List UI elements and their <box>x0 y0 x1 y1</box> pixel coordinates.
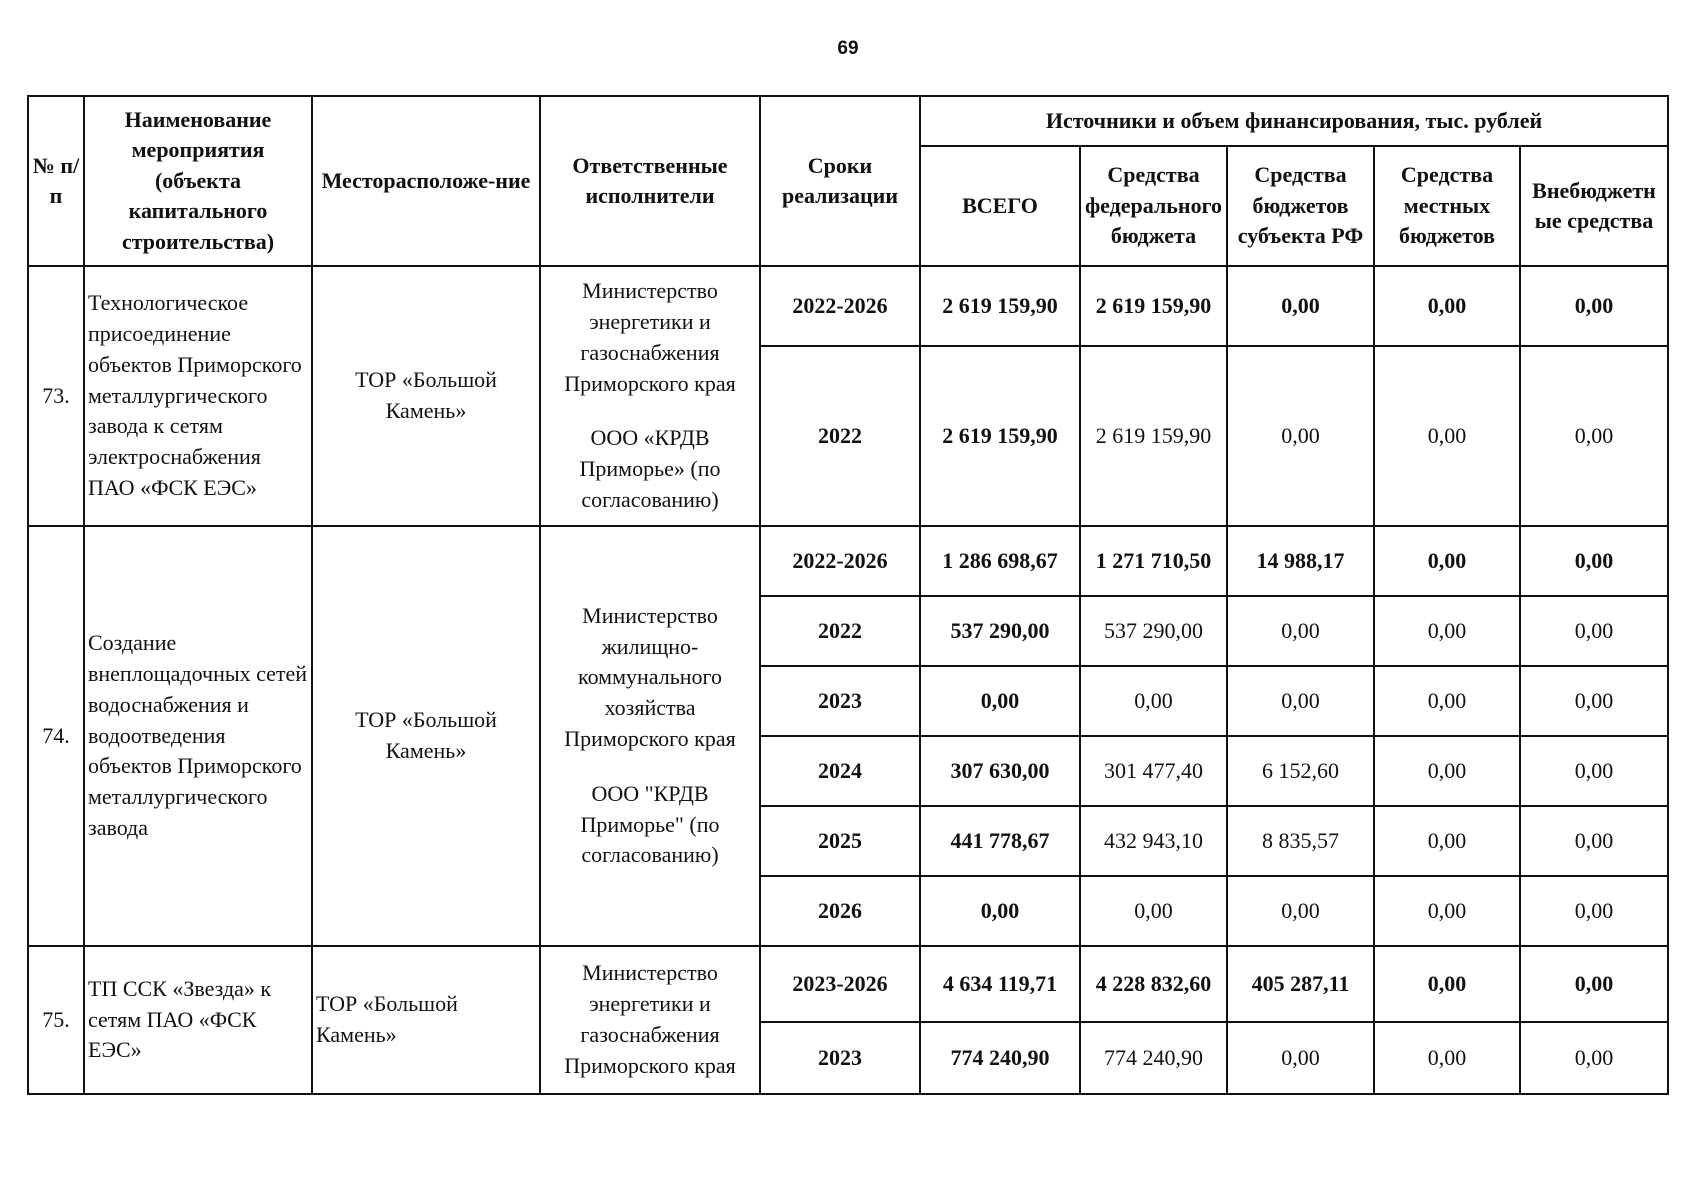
table-row <box>28 266 1668 346</box>
header-num: № п/п <box>28 96 84 266</box>
item-location: ТОР «Большой Камень» <box>312 526 540 946</box>
cell-total: 774 240,90 <box>920 1022 1080 1094</box>
cell-local: 0,00 <box>1374 666 1520 736</box>
executor-primary: Министерство энергетики и газоснабжения Приморского края <box>564 278 736 396</box>
item-num: 74. <box>28 526 84 946</box>
cell-extra: 0,00 <box>1520 526 1668 596</box>
header-location: Месторасположе-ние <box>312 96 540 266</box>
item-executors <box>540 266 760 526</box>
cell-total: 0,00 <box>920 876 1080 946</box>
cell-period: 2025 <box>760 806 920 876</box>
cell-local: 0,00 <box>1374 876 1520 946</box>
cell-total: 2 619 159,90 <box>920 346 1080 526</box>
cell-extra: 0,00 <box>1520 666 1668 736</box>
header-regional: Средства бюджетов субъекта РФ <box>1227 146 1374 266</box>
executor-secondary: ООО «КРДВ Приморье» (по согласованию) <box>579 425 721 512</box>
cell-period: 2022 <box>760 346 920 526</box>
cell-local: 0,00 <box>1374 736 1520 806</box>
cell-federal: 1 271 710,50 <box>1080 526 1227 596</box>
cell-total: 2 619 159,90 <box>920 266 1080 346</box>
cell-extra: 0,00 <box>1520 876 1668 946</box>
cell-regional: 405 287,11 <box>1227 946 1374 1022</box>
cell-total: 1 286 698,67 <box>920 526 1080 596</box>
cell-local: 0,00 <box>1374 526 1520 596</box>
cell-period: 2022-2026 <box>760 526 920 596</box>
cell-local: 0,00 <box>1374 946 1520 1022</box>
cell-total: 307 630,00 <box>920 736 1080 806</box>
header-local: Средства местных бюджетов <box>1374 146 1520 266</box>
item-name: ТП ССК «Звезда» к сетям ПАО «ФСК ЕЭС» <box>84 946 312 1094</box>
cell-federal: 432 943,10 <box>1080 806 1227 876</box>
cell-regional: 8 835,57 <box>1227 806 1374 876</box>
cell-regional: 0,00 <box>1227 266 1374 346</box>
cell-regional: 0,00 <box>1227 666 1374 736</box>
table-row <box>28 946 1668 1022</box>
header-sources-group: Источники и объем финансирования, тыс. рублей <box>920 96 1668 146</box>
cell-federal: 2 619 159,90 <box>1080 346 1227 526</box>
item-executors <box>540 946 760 1094</box>
cell-extra: 0,00 <box>1520 736 1668 806</box>
cell-local: 0,00 <box>1374 266 1520 346</box>
header-federal: Средства федерального бюджета <box>1080 146 1227 266</box>
cell-local: 0,00 <box>1374 806 1520 876</box>
cell-federal: 774 240,90 <box>1080 1022 1227 1094</box>
cell-local: 0,00 <box>1374 346 1520 526</box>
cell-extra: 0,00 <box>1520 1022 1668 1094</box>
page-number: 69 <box>837 38 859 59</box>
cell-federal: 0,00 <box>1080 666 1227 736</box>
cell-extra: 0,00 <box>1520 596 1668 666</box>
cell-regional: 0,00 <box>1227 596 1374 666</box>
cell-period: 2024 <box>760 736 920 806</box>
cell-federal: 537 290,00 <box>1080 596 1227 666</box>
executor-primary: Министерство жилищно-коммунального хозяйства Приморского края <box>564 602 736 751</box>
cell-local: 0,00 <box>1374 596 1520 666</box>
item-name: Создание внеплощадочных сетей водоснабжения и водоотведения объектов Приморского металлургического завода <box>84 526 312 946</box>
table-header <box>28 96 1668 266</box>
cell-extra: 0,00 <box>1520 806 1668 876</box>
cell-period: 2023 <box>760 666 920 736</box>
financing-table <box>27 95 1669 1095</box>
cell-extra: 0,00 <box>1520 946 1668 1022</box>
item-num: 73. <box>28 266 84 526</box>
cell-local: 0,00 <box>1374 1022 1520 1094</box>
header-extra: Внебюджетные средства <box>1520 146 1668 266</box>
header-total: ВСЕГО <box>920 146 1080 266</box>
cell-regional: 0,00 <box>1227 346 1374 526</box>
item-location: ТОР «Большой Камень» <box>312 946 540 1094</box>
cell-federal: 301 477,40 <box>1080 736 1227 806</box>
item-executors <box>540 526 760 946</box>
item-num: 75. <box>28 946 84 1094</box>
cell-regional: 6 152,60 <box>1227 736 1374 806</box>
executor-secondary: ООО "КРДВ Приморье" (по согласованию) <box>580 780 720 868</box>
cell-regional: 0,00 <box>1227 876 1374 946</box>
cell-period: 2022 <box>760 596 920 666</box>
cell-federal: 0,00 <box>1080 876 1227 946</box>
item-name: Технологическое присоединение объектов Приморского металлургического завода к сетям электроснабжения ПАО «ФСК ЕЭС» <box>84 266 312 526</box>
table-row <box>28 526 1668 596</box>
cell-extra: 0,00 <box>1520 346 1668 526</box>
cell-total: 0,00 <box>920 666 1080 736</box>
header-name: Наименование мероприятия (объекта капитального строительства) <box>84 96 312 266</box>
cell-federal: 4 228 832,60 <box>1080 946 1227 1022</box>
cell-regional: 0,00 <box>1227 1022 1374 1094</box>
cell-regional: 14 988,17 <box>1227 526 1374 596</box>
cell-period: 2022-2026 <box>760 266 920 346</box>
cell-total: 4 634 119,71 <box>920 946 1080 1022</box>
item-location: ТОР «Большой Камень» <box>312 266 540 526</box>
cell-federal: 2 619 159,90 <box>1080 266 1227 346</box>
cell-total: 537 290,00 <box>920 596 1080 666</box>
cell-extra: 0,00 <box>1520 266 1668 346</box>
header-period: Сроки реализации <box>760 96 920 266</box>
cell-period: 2023-2026 <box>760 946 920 1022</box>
executor-primary: Министерство энергетики и газоснабжения Приморского края <box>564 960 736 1078</box>
cell-total: 441 778,67 <box>920 806 1080 876</box>
cell-period: 2023 <box>760 1022 920 1094</box>
cell-period: 2026 <box>760 876 920 946</box>
header-executors: Ответственные исполнители <box>540 96 760 266</box>
